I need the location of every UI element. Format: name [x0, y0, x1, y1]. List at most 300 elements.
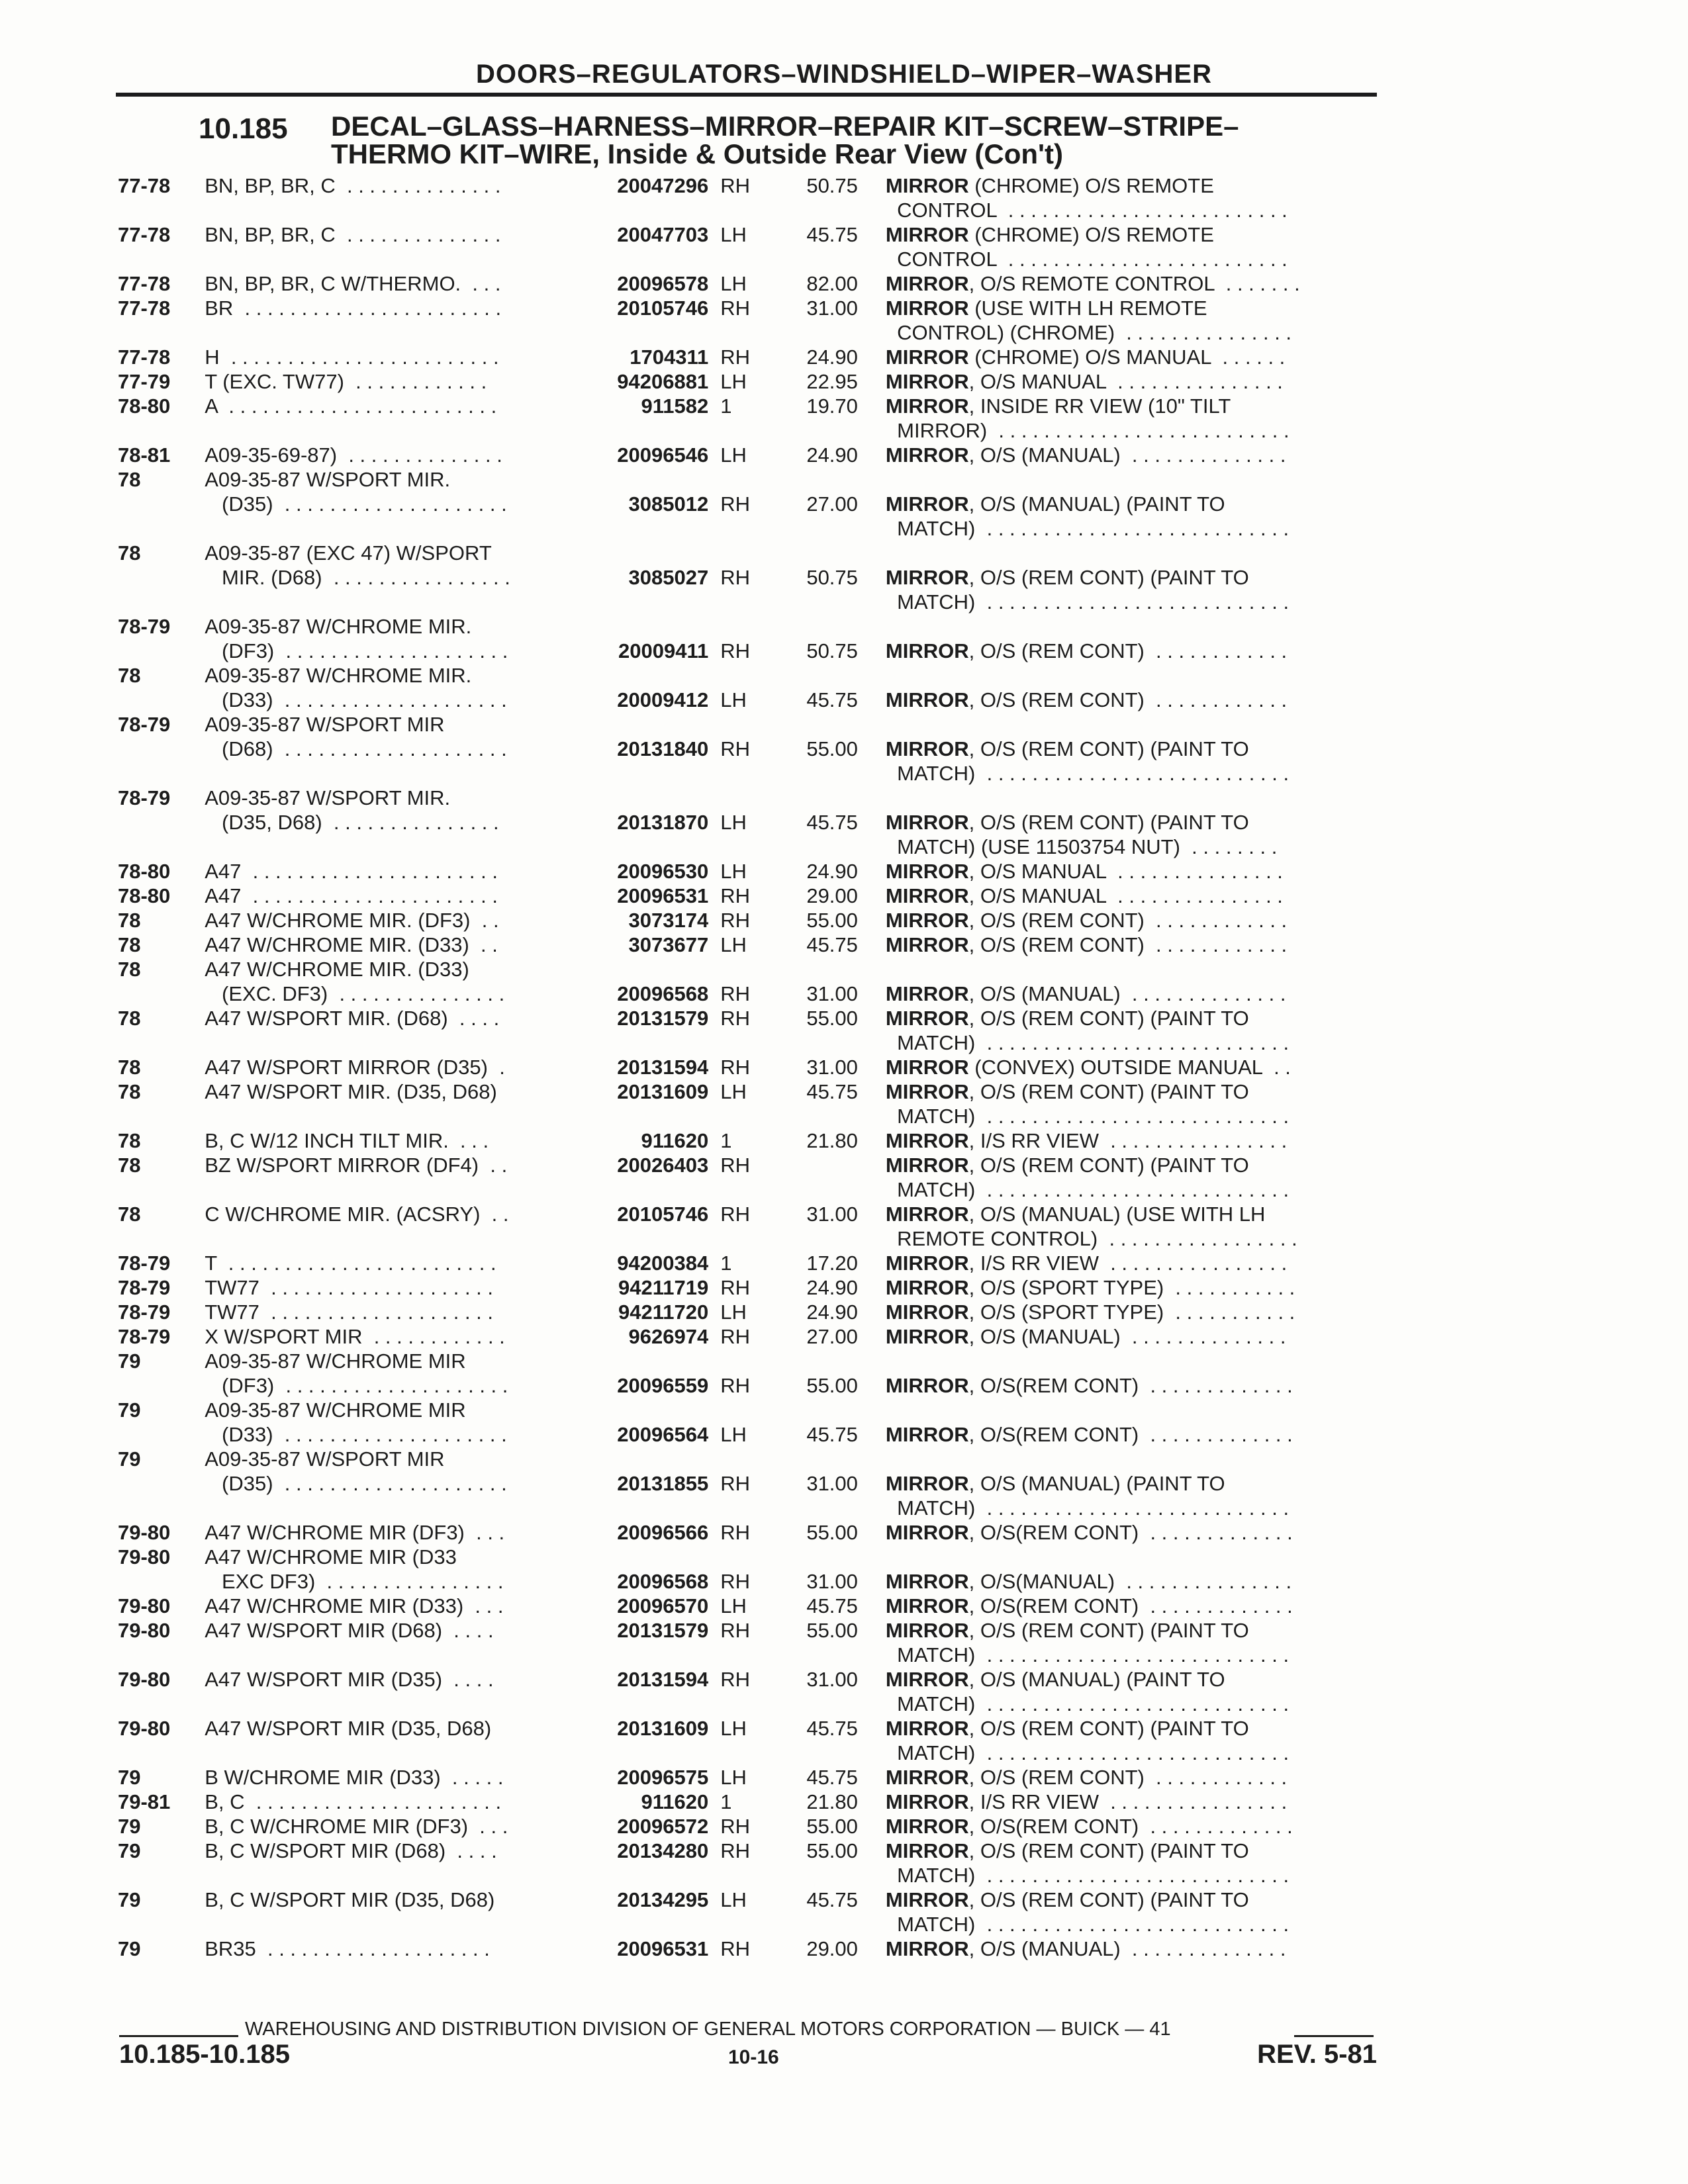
description-cell	[886, 369, 1376, 394]
price-cell	[763, 712, 886, 737]
year-cell: 78	[118, 909, 141, 932]
description-cell	[886, 1300, 1376, 1324]
price-cell: 50.75	[806, 566, 858, 589]
price-cell: 22.95	[806, 370, 858, 393]
description-keyword: MIRROR	[885, 639, 969, 662]
part-number-cell	[580, 1447, 708, 1471]
part-number-cell: 3085012	[628, 492, 709, 516]
year-cell: 77-79	[118, 370, 171, 393]
part-number-cell: 20096570	[617, 1594, 709, 1617]
quantity-cell: RH	[720, 737, 751, 760]
price-cell: 50.75	[806, 639, 858, 662]
model-cell: B, C W/SPORT MIR (D68) . . . .	[205, 1839, 497, 1862]
year-cell: 77-78	[118, 174, 171, 197]
description-line: MIRROR, O/S MANUAL . . . . . . . . . . . . . . .	[885, 884, 1283, 907]
description-keyword: MIRROR	[885, 737, 969, 760]
table-row	[118, 1373, 1376, 1398]
price-cell: 27.00	[806, 1325, 858, 1348]
price-cell: 55.00	[806, 1521, 858, 1544]
description-line: MIRROR, O/S (MANUAL) (PAINT TO	[885, 492, 1225, 516]
price-cell: 55.00	[806, 1007, 858, 1030]
quantity-cell: RH	[720, 1937, 751, 1960]
model-cell: A47 W/SPORT MIR (D68) . . . .	[205, 1619, 494, 1642]
part-number-cell: 3073174	[628, 909, 709, 932]
quantity-cell: RH	[720, 982, 751, 1005]
model-cell: A47 W/CHROME MIR. (DF3) . .	[205, 909, 499, 932]
quantity-cell: RH	[720, 345, 751, 369]
footer-revision: REV. 5-81	[1257, 2040, 1377, 2069]
price-cell: 50.75	[806, 174, 858, 197]
description-keyword: MIRROR	[885, 1374, 969, 1397]
part-number-cell: 20096564	[617, 1423, 709, 1446]
description-line: MIRROR, O/S (MANUAL) (PAINT TO	[885, 1472, 1225, 1495]
description-continuation: MIRROR) . . . . . . . . . . . . . . . . . . . . . . . . . .	[885, 419, 1289, 442]
part-number-cell	[580, 614, 708, 639]
table-row	[118, 1251, 1376, 1275]
description-cell	[886, 1839, 1376, 1888]
price-cell	[763, 1545, 886, 1569]
description-line: MIRROR, O/S (REM CONT) (PAINT TO	[885, 737, 1249, 760]
quantity-cell: RH	[720, 1203, 751, 1226]
year-cell: 78-79	[118, 1300, 171, 1324]
description-keyword: MIRROR	[885, 1203, 969, 1226]
quantity-cell: LH	[720, 223, 747, 246]
description-cell	[886, 1790, 1376, 1814]
model-cell: A47 W/CHROME MIR (DF3) . . .	[205, 1521, 505, 1544]
table-row	[118, 296, 1376, 345]
part-number-cell	[580, 467, 708, 492]
price-cell: 24.90	[806, 443, 858, 467]
model-cell: (D35) . . . . . . . . . . . . . . . . . . . .	[205, 1472, 507, 1495]
year-cell: 79	[118, 1398, 141, 1422]
quantity-cell: 1	[720, 1251, 732, 1275]
table-row	[118, 810, 1376, 859]
description-cell	[886, 1324, 1376, 1349]
quantity-cell	[708, 614, 763, 639]
description-keyword: MIRROR	[885, 1423, 969, 1446]
price-cell: 21.80	[806, 1129, 858, 1152]
model-cell: A47 W/SPORT MIR. (D35, D68)	[205, 1080, 497, 1103]
year-cell: 78	[118, 1129, 141, 1152]
table-row	[118, 1202, 1376, 1251]
price-cell: 19.70	[806, 394, 858, 418]
quantity-cell	[708, 663, 763, 688]
description-keyword: MIRROR	[885, 1521, 969, 1544]
quantity-cell: RH	[720, 884, 751, 907]
quantity-cell: RH	[720, 1374, 751, 1397]
year-cell: 79-80	[118, 1717, 171, 1740]
quantity-cell: LH	[720, 1888, 747, 1911]
year-cell	[118, 1422, 205, 1447]
description-continuation: MATCH) (USE 11503754 NUT) . . . . . . . .	[885, 835, 1278, 858]
price-cell: 24.90	[806, 1276, 858, 1299]
description-cell	[886, 1569, 1376, 1594]
description-keyword: MIRROR	[885, 1472, 969, 1495]
description-cell	[886, 884, 1376, 908]
year-cell: 77-78	[118, 272, 171, 295]
table-row	[118, 712, 1376, 737]
part-number-cell: 20131579	[617, 1619, 709, 1642]
model-cell: (DF3) . . . . . . . . . . . . . . . . . . . .	[205, 1374, 508, 1397]
quantity-cell: RH	[720, 1839, 751, 1862]
description-line: MIRROR, O/S (REM CONT) (PAINT TO	[885, 1888, 1249, 1911]
model-cell: B, C W/SPORT MIR (D35, D68)	[205, 1888, 495, 1911]
year-cell	[118, 810, 205, 859]
table-row	[118, 1716, 1376, 1765]
parts-table	[118, 173, 1376, 1961]
model-cell: A . . . . . . . . . . . . . . . . . . . . . . . .	[205, 394, 497, 418]
model-cell: B, C . . . . . . . . . . . . . . . . . . . . . .	[205, 1790, 502, 1813]
description-line: MIRROR, O/S (REM CONT) . . . . . . . . . . . .	[885, 909, 1288, 932]
model-cell: C W/CHROME MIR. (ACSRY) . .	[205, 1203, 509, 1226]
price-cell: 31.00	[806, 982, 858, 1005]
description-line: MIRROR, O/S(REM CONT) . . . . . . . . . . . . .	[885, 1815, 1293, 1838]
year-cell	[118, 565, 205, 614]
table-row	[118, 786, 1376, 810]
table-row	[118, 1545, 1376, 1569]
part-number-cell: 20131594	[617, 1668, 709, 1691]
quantity-cell: RH	[720, 492, 751, 516]
part-number-cell	[580, 957, 708, 981]
part-number-cell: 20009412	[617, 688, 709, 711]
description-line: MIRROR, O/S(REM CONT) . . . . . . . . . . . . .	[885, 1521, 1293, 1544]
model-cell: A09-35-87 (EXC 47) W/SPORT	[205, 541, 492, 565]
quantity-cell: LH	[720, 443, 747, 467]
description-keyword: MIRROR	[885, 1570, 969, 1593]
description-line: MIRROR, O/S(REM CONT) . . . . . . . . . . . . .	[885, 1594, 1293, 1617]
part-number-cell: 20134295	[617, 1888, 709, 1911]
description-keyword: MIRROR	[885, 1839, 969, 1862]
description-line: MIRROR, O/S (MANUAL) . . . . . . . . . . . . . .	[885, 982, 1286, 1005]
model-cell: BN, BP, BR, C . . . . . . . . . . . . . .	[205, 223, 501, 246]
part-number-cell: 20105746	[617, 1203, 709, 1226]
year-cell: 79	[118, 1766, 141, 1789]
price-cell: 45.75	[806, 1594, 858, 1617]
model-cell: TW77 . . . . . . . . . . . . . . . . . . . .	[205, 1300, 494, 1324]
model-cell: X W/SPORT MIR . . . . . . . . . . . .	[205, 1325, 505, 1348]
price-cell: 31.00	[806, 1056, 858, 1079]
description-cell	[886, 296, 1376, 345]
description-keyword: MIRROR	[885, 296, 969, 320]
description-cell	[886, 1520, 1376, 1545]
description-cell	[886, 565, 1376, 614]
description-continuation: MATCH) . . . . . . . . . . . . . . . . . . . . . . . . . . .	[885, 762, 1289, 785]
description-continuation: MATCH) . . . . . . . . . . . . . . . . . . . . . . . . . . .	[885, 1496, 1289, 1520]
description-cell	[886, 541, 1376, 565]
description-cell	[886, 1398, 1376, 1422]
quantity-cell	[708, 957, 763, 981]
table-row	[118, 957, 1376, 981]
description-line: MIRROR, O/S (MANUAL) . . . . . . . . . . . . . .	[885, 443, 1286, 467]
description-keyword: MIRROR	[885, 811, 969, 834]
part-number-cell: 20096568	[617, 1570, 709, 1593]
description-line: MIRROR (CHROME) O/S REMOTE	[885, 174, 1214, 197]
description-cell	[886, 1006, 1376, 1055]
description-continuation: MATCH) . . . . . . . . . . . . . . . . . . . . . . . . . . .	[885, 1105, 1289, 1128]
year-cell	[118, 1471, 205, 1520]
description-line: MIRROR, I/S RR VIEW . . . . . . . . . . . . . . . .	[885, 1251, 1288, 1275]
quantity-cell: LH	[720, 1300, 747, 1324]
description-cell	[886, 1373, 1376, 1398]
description-cell	[886, 1275, 1376, 1300]
description-cell	[886, 908, 1376, 933]
year-cell	[118, 1569, 205, 1594]
model-cell: (DF3) . . . . . . . . . . . . . . . . . . . .	[205, 639, 508, 662]
description-cell	[886, 222, 1376, 271]
table-row	[118, 933, 1376, 957]
model-cell: A09-35-69-87) . . . . . . . . . . . . . .	[205, 443, 502, 467]
parts-table-body	[118, 173, 1376, 1961]
model-cell: (D33) . . . . . . . . . . . . . . . . . . . .	[205, 1423, 507, 1446]
model-cell: H . . . . . . . . . . . . . . . . . . . . . . . .	[205, 345, 499, 369]
price-cell	[763, 663, 886, 688]
part-number-cell: 3085027	[628, 566, 709, 589]
quantity-cell: RH	[720, 1007, 751, 1030]
description-cell	[886, 1079, 1376, 1128]
description-line: MIRROR, O/S(MANUAL) . . . . . . . . . . . . . . .	[885, 1570, 1292, 1593]
price-cell: 45.75	[806, 1423, 858, 1446]
description-keyword: MIRROR	[885, 1325, 969, 1348]
part-number-cell: 911620	[641, 1129, 709, 1152]
quantity-cell	[708, 1545, 763, 1569]
section-title-line1: DECAL–GLASS–HARNESS–MIRROR–REPAIR KIT–SCREW–STRIPE–	[331, 111, 1239, 142]
quantity-cell: 1	[720, 1129, 732, 1152]
part-number-cell: 20131840	[617, 737, 709, 760]
price-cell	[763, 1153, 886, 1202]
model-cell: A09-35-87 W/SPORT MIR.	[205, 468, 451, 491]
model-cell: A09-35-87 W/CHROME MIR.	[205, 664, 472, 687]
description-continuation: MATCH) . . . . . . . . . . . . . . . . . . . . . . . . . . .	[885, 1741, 1289, 1764]
year-cell: 79-80	[118, 1668, 171, 1691]
model-cell: BN, BP, BR, C W/THERMO. . . .	[205, 272, 501, 295]
price-cell: 27.00	[806, 492, 858, 516]
model-cell: A47 W/SPORT MIR (D35) . . . .	[205, 1668, 494, 1691]
quantity-cell: LH	[720, 933, 747, 956]
description-keyword: MIRROR	[885, 1056, 969, 1079]
price-cell: 31.00	[806, 1668, 858, 1691]
year-cell: 78	[118, 1203, 141, 1226]
quantity-cell	[708, 1349, 763, 1373]
model-cell: BZ W/SPORT MIRROR (DF4) . .	[205, 1154, 508, 1177]
model-cell: MIR. (D68) . . . . . . . . . . . . . . . .	[205, 566, 510, 589]
part-number-cell: 20096546	[617, 443, 709, 467]
description-cell	[886, 737, 1376, 786]
table-row	[118, 1300, 1376, 1324]
description-cell	[886, 1594, 1376, 1618]
description-line: MIRROR (CONVEX) OUTSIDE MANUAL . .	[885, 1056, 1291, 1079]
part-number-cell: 20096568	[617, 982, 709, 1005]
description-cell	[886, 1667, 1376, 1716]
description-cell	[886, 1153, 1376, 1202]
description-line: MIRROR, O/S (MANUAL) (PAINT TO	[885, 1668, 1225, 1691]
description-cell	[886, 981, 1376, 1006]
year-cell: 78-79	[118, 615, 171, 638]
description-keyword: MIRROR	[885, 1937, 969, 1960]
year-cell: 78-81	[118, 443, 171, 467]
price-cell: 82.00	[806, 272, 858, 295]
description-keyword: MIRROR	[885, 1251, 969, 1275]
table-row	[118, 345, 1376, 369]
table-row	[118, 369, 1376, 394]
part-number-cell: 94200384	[617, 1251, 709, 1275]
year-cell: 78-80	[118, 860, 171, 883]
table-row	[118, 173, 1376, 222]
description-cell	[886, 933, 1376, 957]
description-cell	[886, 663, 1376, 688]
quantity-cell: RH	[720, 566, 751, 589]
description-line: MIRROR, O/S (REM CONT) (PAINT TO	[885, 1154, 1249, 1177]
description-cell	[886, 1251, 1376, 1275]
footer-section-range: 10.185-10.185	[119, 2040, 291, 2069]
description-line: MIRROR, I/S RR VIEW . . . . . . . . . . . . . . . .	[885, 1790, 1288, 1813]
description-cell	[886, 1765, 1376, 1790]
description-cell	[886, 1716, 1376, 1765]
price-cell: 21.80	[806, 1790, 858, 1813]
price-cell: 45.75	[806, 223, 858, 246]
part-number-cell	[580, 1545, 708, 1569]
table-row	[118, 1618, 1376, 1667]
price-cell: 31.00	[806, 1203, 858, 1226]
description-line: MIRROR, O/S (MANUAL) . . . . . . . . . . . . . .	[885, 1937, 1286, 1960]
description-cell	[886, 859, 1376, 884]
description-cell	[886, 1618, 1376, 1667]
price-cell: 29.00	[806, 884, 858, 907]
quantity-cell: RH	[720, 1154, 751, 1177]
description-cell	[886, 1471, 1376, 1520]
part-number-cell: 20096572	[617, 1815, 709, 1838]
price-cell: 55.00	[806, 1839, 858, 1862]
description-cell	[886, 1447, 1376, 1471]
description-line: MIRROR, O/S (REM CONT) (PAINT TO	[885, 1717, 1249, 1740]
description-cell	[886, 712, 1376, 737]
description-line: MIRROR, O/S MANUAL . . . . . . . . . . . . . . .	[885, 860, 1283, 883]
description-continuation: MATCH) . . . . . . . . . . . . . . . . . . . . . . . . . . .	[885, 517, 1289, 540]
table-row	[118, 688, 1376, 712]
price-cell: 29.00	[806, 1937, 858, 1960]
description-keyword: MIRROR	[885, 492, 969, 516]
year-cell: 78	[118, 664, 141, 687]
quantity-cell: LH	[720, 860, 747, 883]
quantity-cell: LH	[720, 1717, 747, 1740]
quantity-cell: RH	[720, 1521, 751, 1544]
part-number-cell	[580, 1349, 708, 1373]
year-cell: 79	[118, 1447, 141, 1471]
price-cell	[763, 957, 886, 981]
footer-page-number: 10-16	[728, 2046, 779, 2068]
table-row	[118, 639, 1376, 663]
model-cell: TW77 . . . . . . . . . . . . . . . . . . . .	[205, 1276, 494, 1299]
model-cell: A47 . . . . . . . . . . . . . . . . . . . . . .	[205, 884, 498, 907]
description-continuation: MATCH) . . . . . . . . . . . . . . . . . . . . . . . . . . .	[885, 1178, 1289, 1201]
table-row	[118, 663, 1376, 688]
price-cell	[763, 541, 886, 565]
description-keyword: MIRROR	[885, 174, 969, 197]
quantity-cell: RH	[720, 1815, 751, 1838]
table-row	[118, 1888, 1376, 1936]
description-keyword: MIRROR	[885, 1619, 969, 1642]
description-continuation: MATCH) . . . . . . . . . . . . . . . . . . . . . . . . . . .	[885, 1692, 1289, 1715]
model-cell: T . . . . . . . . . . . . . . . . . . . . . . . .	[205, 1251, 496, 1275]
price-cell: 55.00	[806, 909, 858, 932]
table-row	[118, 271, 1376, 296]
description-line: MIRROR, O/S (REM CONT) . . . . . . . . . . . .	[885, 688, 1288, 711]
price-cell: 45.75	[806, 811, 858, 834]
part-number-cell	[580, 786, 708, 810]
part-number-cell: 9626974	[628, 1325, 709, 1348]
part-number-cell: 94211720	[618, 1300, 709, 1324]
quantity-cell: RH	[720, 909, 751, 932]
price-cell: 31.00	[806, 296, 858, 320]
description-keyword: MIRROR	[885, 223, 969, 246]
quantity-cell: RH	[720, 1668, 751, 1691]
description-keyword: MIRROR	[885, 370, 969, 393]
year-cell: 79	[118, 1937, 141, 1960]
table-row	[118, 1839, 1376, 1888]
description-cell	[886, 614, 1376, 639]
description-cell	[886, 492, 1376, 541]
description-cell	[886, 271, 1376, 296]
description-keyword: MIRROR	[885, 1276, 969, 1299]
price-cell: 55.00	[806, 1815, 858, 1838]
quantity-cell: RH	[720, 639, 751, 662]
model-cell: B, C W/12 INCH TILT MIR. . . .	[205, 1129, 489, 1152]
description-line: MIRROR, O/S MANUAL . . . . . . . . . . . . . . .	[885, 370, 1283, 393]
description-keyword: MIRROR	[885, 1300, 969, 1324]
model-cell: BR . . . . . . . . . . . . . . . . . . . . . . .	[205, 296, 502, 320]
quantity-cell: LH	[720, 1766, 747, 1789]
model-cell: A47 W/SPORT MIRROR (D35) .	[205, 1056, 505, 1079]
description-keyword: MIRROR	[885, 272, 969, 295]
description-keyword: MIRROR	[885, 1080, 969, 1103]
description-line: MIRROR, O/S (REM CONT) (PAINT TO	[885, 1619, 1249, 1642]
model-cell: BR35 . . . . . . . . . . . . . . . . . . . .	[205, 1937, 490, 1960]
price-cell: 17.20	[806, 1251, 858, 1275]
model-cell: B, C W/CHROME MIR (DF3) . . .	[205, 1815, 508, 1838]
description-cell	[886, 957, 1376, 981]
description-cell	[886, 1545, 1376, 1569]
description-cell	[886, 1814, 1376, 1839]
description-line: MIRROR, O/S (REM CONT) . . . . . . . . . . . .	[885, 1766, 1288, 1789]
section-number: 10.185	[199, 113, 288, 145]
quantity-cell	[708, 1398, 763, 1422]
part-number-cell	[580, 1398, 708, 1422]
description-line: MIRROR, O/S (SPORT TYPE) . . . . . . . . . . .	[885, 1276, 1295, 1299]
price-cell: 45.75	[806, 1717, 858, 1740]
description-line: MIRROR, O/S REMOTE CONTROL . . . . . . .	[885, 272, 1300, 295]
description-line: MIRROR (CHROME) O/S MANUAL . . . . . .	[885, 345, 1286, 369]
table-row	[118, 1447, 1376, 1471]
price-cell: 45.75	[806, 1888, 858, 1911]
description-line: MIRROR, O/S (MANUAL) (USE WITH LH	[885, 1203, 1266, 1226]
quantity-cell	[708, 786, 763, 810]
description-cell	[886, 1936, 1376, 1961]
year-cell: 78	[118, 1056, 141, 1079]
quantity-cell: LH	[720, 1080, 747, 1103]
description-keyword: MIRROR	[885, 1594, 969, 1617]
quantity-cell: RH	[720, 1056, 751, 1079]
description-keyword: MIRROR	[885, 1154, 969, 1177]
table-row	[118, 1471, 1376, 1520]
year-cell	[118, 688, 205, 712]
table-row	[118, 737, 1376, 786]
year-cell: 79	[118, 1839, 141, 1862]
description-cell	[886, 639, 1376, 663]
table-row	[118, 222, 1376, 271]
quantity-cell: LH	[720, 1594, 747, 1617]
part-number-cell: 3073677	[628, 933, 709, 956]
description-line: MIRROR, O/S (REM CONT) (PAINT TO	[885, 811, 1249, 834]
table-row	[118, 1936, 1376, 1961]
